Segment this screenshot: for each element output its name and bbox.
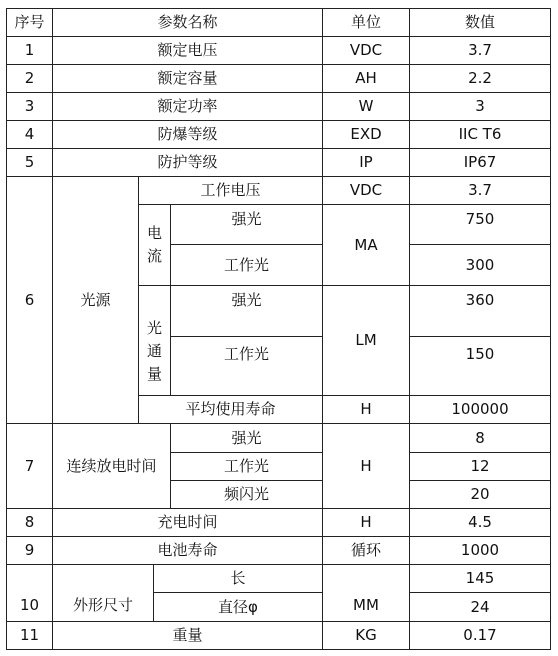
current-label	[138, 204, 171, 286]
charge-name: 充电时间	[52, 508, 323, 537]
flux-work-name: 工作光	[170, 336, 323, 396]
row-no: 2	[6, 64, 53, 93]
row-no: 1	[6, 36, 53, 65]
discharge-unit: H	[322, 423, 410, 509]
light-life-value: 100000	[409, 395, 551, 424]
row-value: 3.7	[409, 36, 551, 65]
discharge-item-name: 工作光	[170, 452, 323, 481]
size-diameter-value: 24	[409, 592, 551, 622]
battery-name: 电池寿命	[52, 536, 323, 565]
size-length-value: 145	[409, 564, 551, 593]
row-no: 5	[6, 148, 53, 177]
weight-unit: KG	[322, 621, 410, 650]
size-no: 10	[6, 564, 53, 622]
flux-label-char: 量	[146, 365, 162, 383]
flux-strong-name: 强光	[170, 285, 323, 337]
flux-unit: LM	[322, 285, 410, 396]
discharge-item-value: 12	[409, 452, 551, 481]
battery-unit: 循环	[322, 536, 410, 565]
light-voltage-unit: VDC	[322, 176, 410, 205]
row-no: 3	[6, 92, 53, 121]
battery-no: 9	[6, 536, 53, 565]
row-name: 防护等级	[52, 148, 323, 177]
row-no: 4	[6, 120, 53, 149]
battery-value: 1000	[409, 536, 551, 565]
discharge-item-value: 20	[409, 480, 551, 509]
row-unit: AH	[322, 64, 410, 93]
row-unit: W	[322, 92, 410, 121]
size-name: 外形尺寸	[52, 564, 154, 622]
row-name: 额定功率	[52, 92, 323, 121]
current-strong-value: 750	[409, 204, 551, 245]
light-no: 6	[6, 176, 53, 424]
row-value: IP67	[409, 148, 551, 177]
row-unit: IP	[322, 148, 410, 177]
row-name: 额定容量	[52, 64, 323, 93]
flux-strong-value: 360	[409, 285, 551, 337]
header-no: 序号	[6, 8, 53, 37]
discharge-name: 连续放电时间	[52, 423, 171, 509]
light-voltage-value: 3.7	[409, 176, 551, 205]
size-unit: MM	[322, 564, 410, 622]
weight-name: 重量	[52, 621, 323, 650]
row-unit: EXD	[322, 120, 410, 149]
charge-unit: H	[322, 508, 410, 537]
discharge-item-value: 8	[409, 423, 551, 453]
size-diameter-name: 直径φ	[153, 592, 323, 622]
row-name: 防爆等级	[52, 120, 323, 149]
charge-value: 4.5	[409, 508, 551, 537]
size-length-name: 长	[153, 564, 323, 593]
flux-label	[138, 285, 171, 396]
discharge-no: 7	[6, 423, 53, 509]
light-voltage-name: 工作电压	[138, 176, 323, 205]
current-strong-name: 强光	[170, 204, 323, 245]
current-work-value: 300	[409, 244, 551, 286]
discharge-item-name: 强光	[170, 423, 323, 453]
light-life-unit: H	[322, 395, 410, 424]
weight-no: 11	[6, 621, 53, 650]
flux-label-char: 光	[146, 319, 162, 337]
light-life-name: 平均使用寿命	[138, 395, 323, 424]
flux-label-char: 通	[146, 342, 162, 360]
current-work-name: 工作光	[170, 244, 323, 286]
current-label-char: 电	[146, 224, 162, 242]
header-unit: 单位	[322, 8, 410, 37]
row-value: 2.2	[409, 64, 551, 93]
row-name: 额定电压	[52, 36, 323, 65]
charge-no: 8	[6, 508, 53, 537]
discharge-item-name: 频闪光	[170, 480, 323, 509]
light-name: 光源	[52, 176, 139, 424]
current-unit: MA	[322, 204, 410, 286]
flux-work-value: 150	[409, 336, 551, 396]
header-value: 数值	[409, 8, 551, 37]
row-value: IIC T6	[409, 120, 551, 149]
row-value: 3	[409, 92, 551, 121]
weight-value: 0.17	[409, 621, 551, 650]
header-param-name: 参数名称	[52, 8, 323, 37]
current-label-char: 流	[146, 247, 162, 265]
row-unit: VDC	[322, 36, 410, 65]
